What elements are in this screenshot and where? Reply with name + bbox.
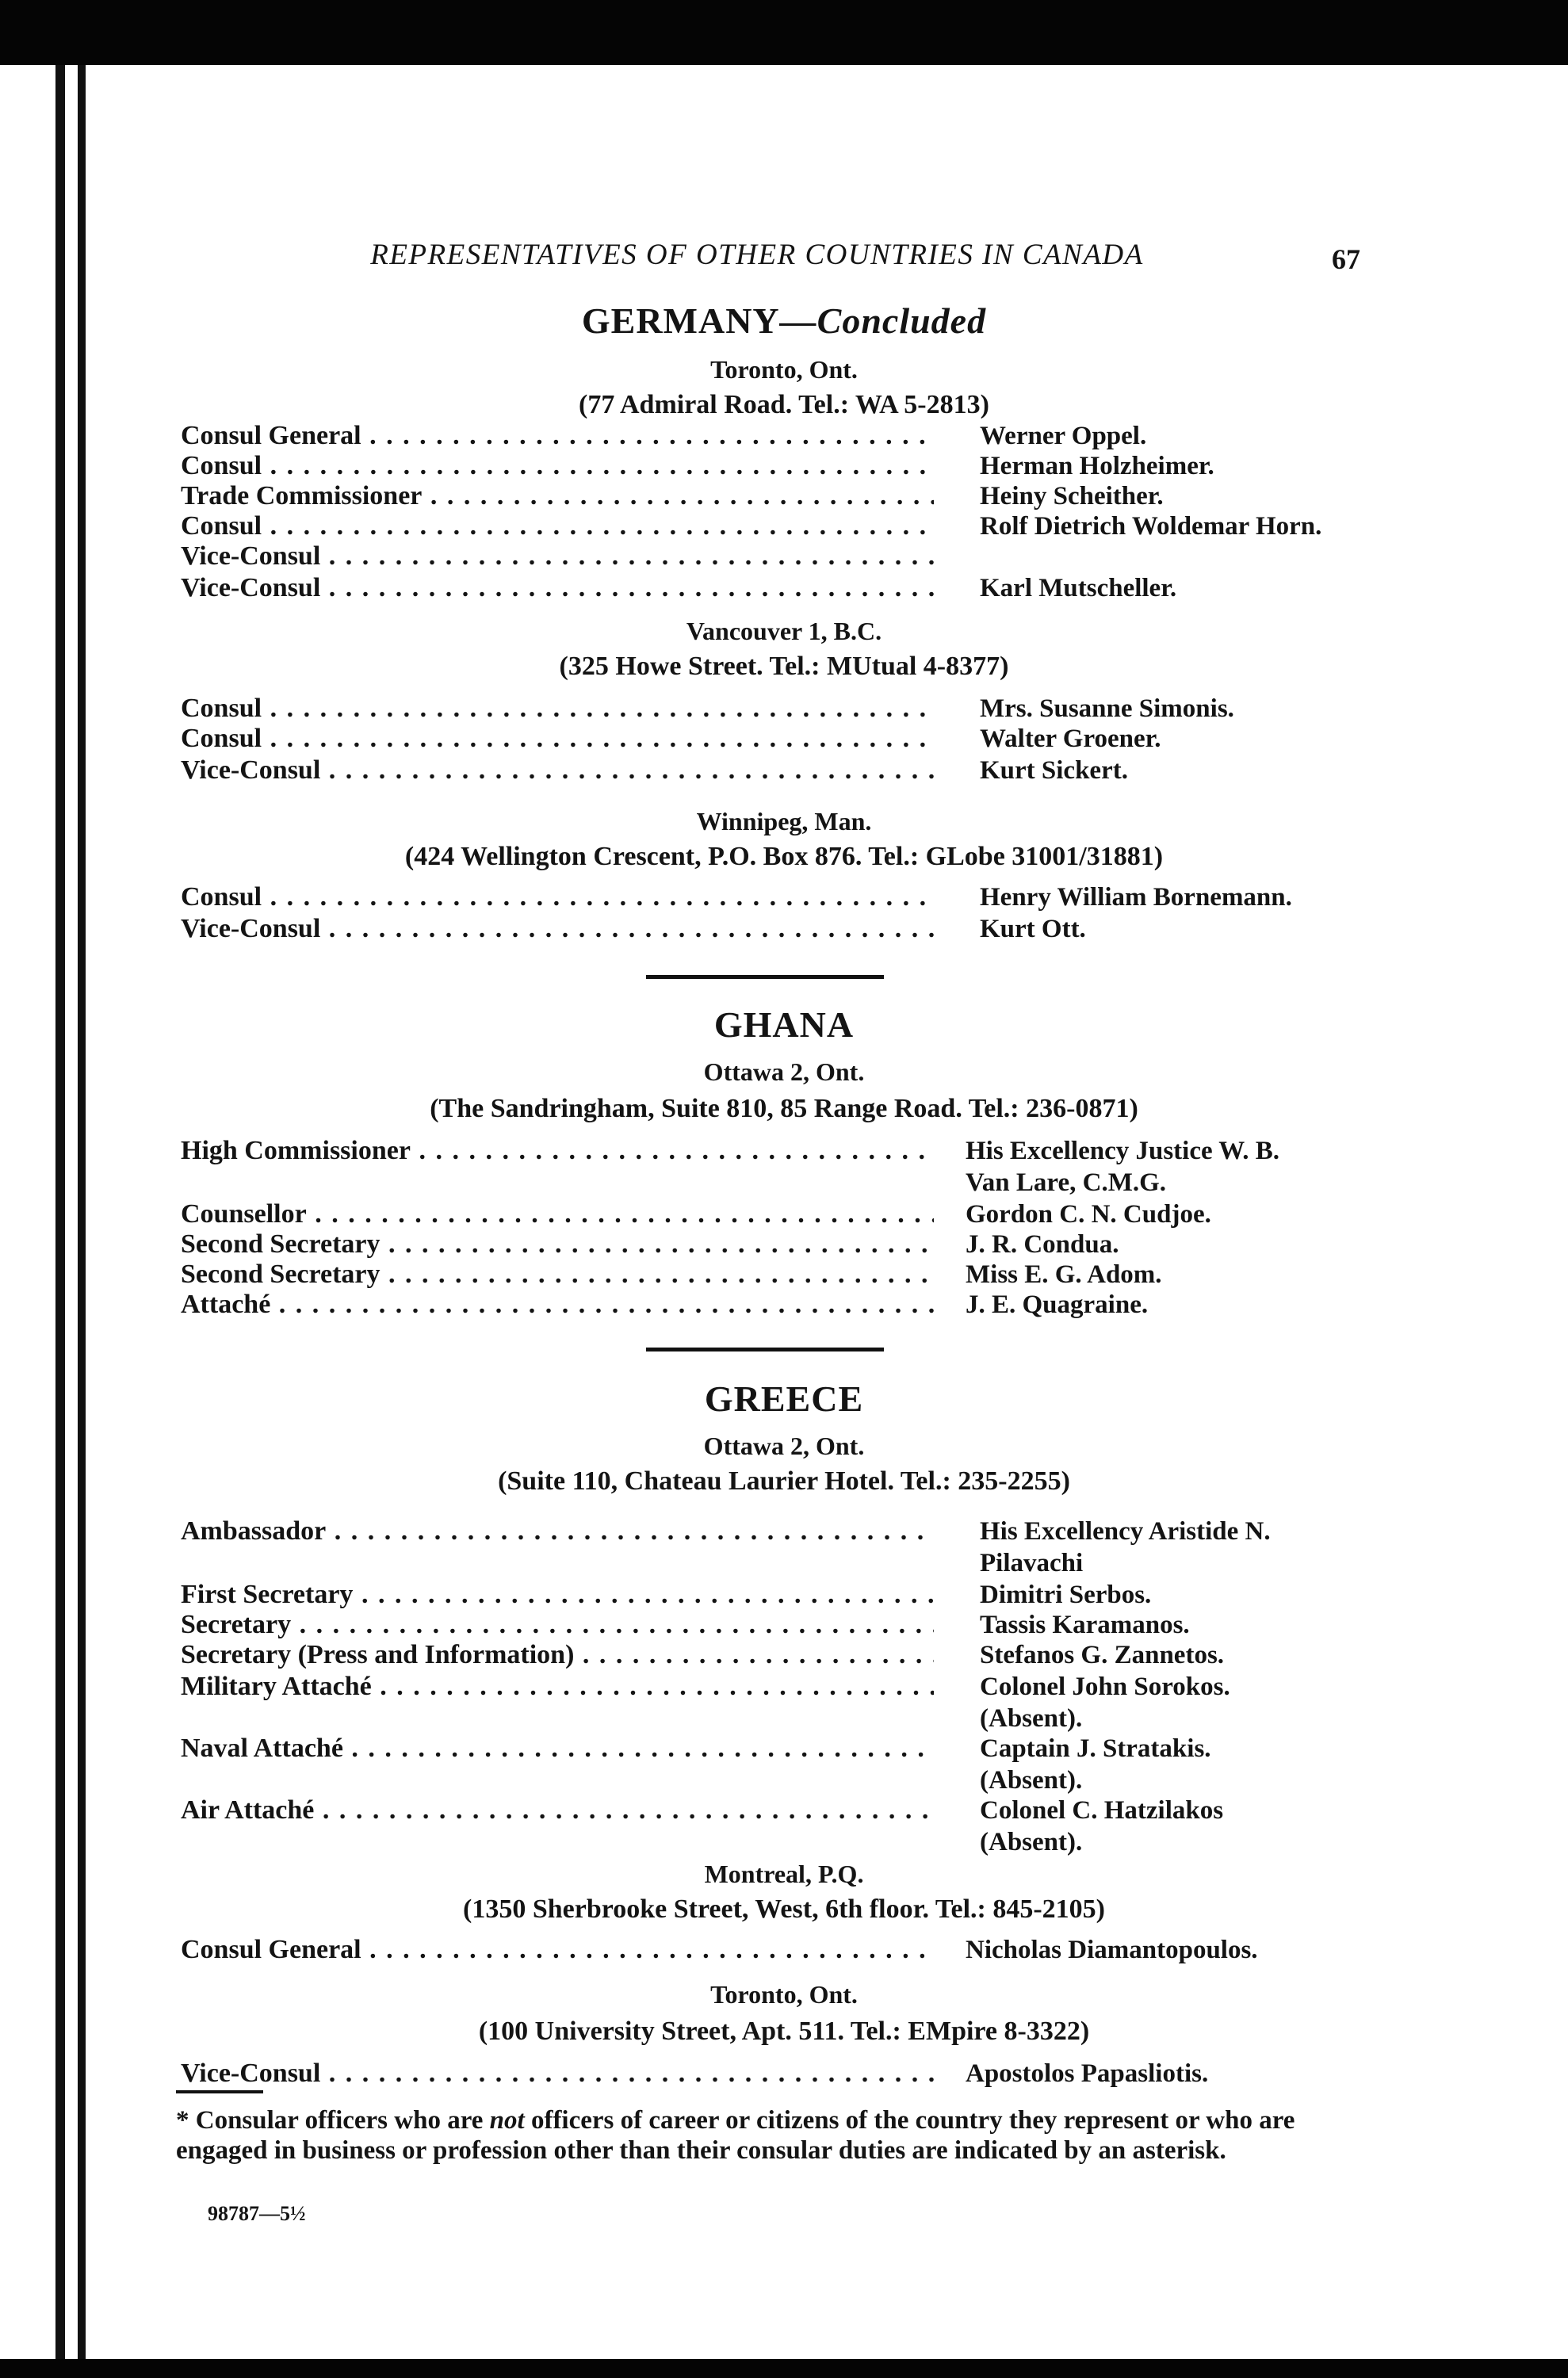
staff-name: His Excellency Justice W. B. Van Lare, C.M.G. xyxy=(966,1137,1279,1197)
footnote xyxy=(176,2105,1365,2166)
staff-name: Walter Groener. xyxy=(980,724,1161,753)
address-line: (1350 Sherbrooke Street, West, 6th floor. Tel.: 845-2105) xyxy=(463,1894,1105,1924)
staff-title: Consul . . . xyxy=(181,510,934,542)
staff-row xyxy=(181,1199,1386,1230)
staff-title: Consul General . . . xyxy=(181,420,934,452)
running-head: REPRESENTATIVES OF OTHER COUNTRIES IN CANADA xyxy=(370,239,1144,271)
staff-title: Consul . . . xyxy=(181,723,934,755)
staff-row xyxy=(181,755,1386,786)
section-divider xyxy=(646,1348,884,1351)
staff-title: Counsellor . . . xyxy=(181,1199,934,1230)
staff-name: Colonel C. Hatzilakos (Absent). xyxy=(980,1796,1224,1856)
staff-row xyxy=(181,1671,1386,1733)
staff-row xyxy=(181,450,1386,482)
section-title-text: GERMANY xyxy=(581,300,780,341)
staff-name: Stefanos G. Zannetos. xyxy=(980,1641,1225,1669)
section-divider xyxy=(646,975,884,979)
staff-row xyxy=(181,510,1386,542)
staff-row xyxy=(181,1609,1386,1641)
staff-title: Consul General . . . xyxy=(181,1934,934,1966)
staff-title: Naval Attaché . . . xyxy=(181,1733,934,1764)
section-title-greece: GREECE xyxy=(704,1378,864,1419)
staff-row xyxy=(181,480,1386,512)
staff-title: Second Secretary . . . xyxy=(181,1229,934,1260)
staff-title: First Secretary . . . xyxy=(181,1579,934,1611)
staff-row xyxy=(181,420,1386,452)
staff-row xyxy=(181,693,1386,724)
staff-title: Vice-Consul . . . xyxy=(181,572,934,604)
staff-title: Vice-Consul . . . xyxy=(181,541,934,572)
footnote-rest: officers of career or citizens of the country they represent or who are engaged in business or profession other than their consular duties are indicated by an asterisk. xyxy=(176,2106,1295,2165)
staff-title: Trade Commissioner . . . xyxy=(181,480,934,512)
staff-name: Heiny Scheither. xyxy=(980,482,1164,510)
staff-name: J. E. Quagraine. xyxy=(966,1290,1149,1319)
staff-title: Air Attaché . . . xyxy=(181,1795,934,1826)
staff-title: Consul . . . xyxy=(181,450,934,482)
staff-row xyxy=(181,723,1386,755)
staff-row xyxy=(181,2058,1386,2089)
section-title-ghana: GHANA xyxy=(713,1004,855,1045)
staff-row xyxy=(181,541,1386,572)
footnote-emphasis: not xyxy=(489,2106,525,2135)
address-line: (Suite 110, Chateau Laurier Hotel. Tel.: 235-2255) xyxy=(498,1466,1070,1496)
staff-name: Rolf Dietrich Woldemar Horn. xyxy=(980,512,1322,541)
staff-name: Gordon C. N. Cudjoe. xyxy=(966,1200,1211,1229)
staff-name: Mrs. Susanne Simonis. xyxy=(980,694,1234,723)
staff-row xyxy=(181,881,1386,913)
staff-title: Secretary (Press and Information) . . . xyxy=(181,1639,934,1671)
staff-title: Second Secretary . . . xyxy=(181,1259,934,1290)
staff-title: Attaché . . . xyxy=(181,1289,934,1321)
staff-name: Dimitri Serbos. xyxy=(980,1581,1152,1609)
city-heading: Ottawa 2, Ont. xyxy=(703,1057,865,1086)
city-heading: Montreal, P.Q. xyxy=(704,1860,864,1888)
staff-title: Vice-Consul . . . xyxy=(181,2058,934,2089)
footnote-lead: * Consular officers who are xyxy=(176,2106,490,2135)
staff-row xyxy=(181,1639,1386,1671)
staff-name: J. R. Condua. xyxy=(966,1230,1119,1259)
staff-name: Miss E. G. Adom. xyxy=(966,1260,1162,1289)
city-heading: Ottawa 2, Ont. xyxy=(703,1432,865,1460)
staff-row xyxy=(181,1579,1386,1611)
staff-name: Herman Holzheimer. xyxy=(980,452,1214,480)
staff-title: Vice-Consul . . . xyxy=(181,913,934,945)
staff-name: Colonel John Sorokos. (Absent). xyxy=(980,1673,1230,1733)
section-title-suffix: —Concluded xyxy=(779,300,987,341)
staff-title: Consul . . . xyxy=(181,881,934,913)
city-heading: Toronto, Ont. xyxy=(710,355,858,384)
staff-title: Secretary . . . xyxy=(181,1609,934,1641)
staff-title: High Commissioner . . . xyxy=(181,1135,934,1167)
staff-title: Consul . . . xyxy=(181,693,934,724)
city-heading: Vancouver 1, B.C. xyxy=(686,617,882,645)
staff-name: Apostolos Papasliotis. xyxy=(966,2059,1209,2088)
scan-bottom-border xyxy=(0,2359,1568,2378)
staff-row xyxy=(181,1229,1386,1260)
staff-title: Vice-Consul . . . xyxy=(181,755,934,786)
staff-name: Tassis Karamanos. xyxy=(980,1611,1190,1639)
staff-row xyxy=(181,1259,1386,1290)
staff-row xyxy=(181,913,1386,945)
staff-name: Henry William Bornemann. xyxy=(980,883,1292,912)
staff-name: Nicholas Diamantopoulos. xyxy=(966,1936,1258,1964)
staff-row xyxy=(181,1733,1386,1795)
city-heading: Toronto, Ont. xyxy=(710,1980,858,2009)
section-title-germany xyxy=(0,300,1568,342)
address-line: (325 Howe Street. Tel.: MUtual 4-8377) xyxy=(559,652,1009,681)
address-line: (100 University Street, Apt. 511. Tel.: EMpire 8-3322) xyxy=(478,2017,1090,2046)
staff-name: Kurt Ott. xyxy=(980,915,1086,943)
staff-row xyxy=(181,1135,1386,1197)
staff-row xyxy=(181,1516,1386,1577)
page-number: 67 xyxy=(1332,243,1360,275)
address-line: (The Sandringham, Suite 810, 85 Range Road. Tel.: 236-0871) xyxy=(430,1094,1138,1123)
address-line: (424 Wellington Crescent, P.O. Box 876. Tel.: GLobe 31001/31881) xyxy=(404,842,1164,871)
address-line: (77 Admiral Road. Tel.: WA 5-2813) xyxy=(579,390,989,419)
staff-name: Captain J. Stratakis. (Absent). xyxy=(980,1734,1211,1795)
staff-name: Karl Mutscheller. xyxy=(980,574,1177,602)
staff-row xyxy=(181,1289,1386,1321)
staff-title: Ambassador . . . xyxy=(181,1516,934,1547)
staff-name: Kurt Sickert. xyxy=(980,756,1128,785)
printer-code: 98787—5½ xyxy=(208,2202,306,2225)
staff-row xyxy=(181,1934,1386,1966)
staff-name: Werner Oppel. xyxy=(980,422,1147,450)
footnote-rule xyxy=(176,2090,263,2093)
staff-title: Military Attaché . . . xyxy=(181,1671,934,1703)
scan-top-border xyxy=(0,0,1568,65)
staff-name: His Excellency Aristide N. Pilavachi xyxy=(980,1517,1271,1577)
staff-row xyxy=(181,1795,1386,1856)
city-heading: Winnipeg, Man. xyxy=(696,807,872,835)
staff-row xyxy=(181,572,1386,604)
